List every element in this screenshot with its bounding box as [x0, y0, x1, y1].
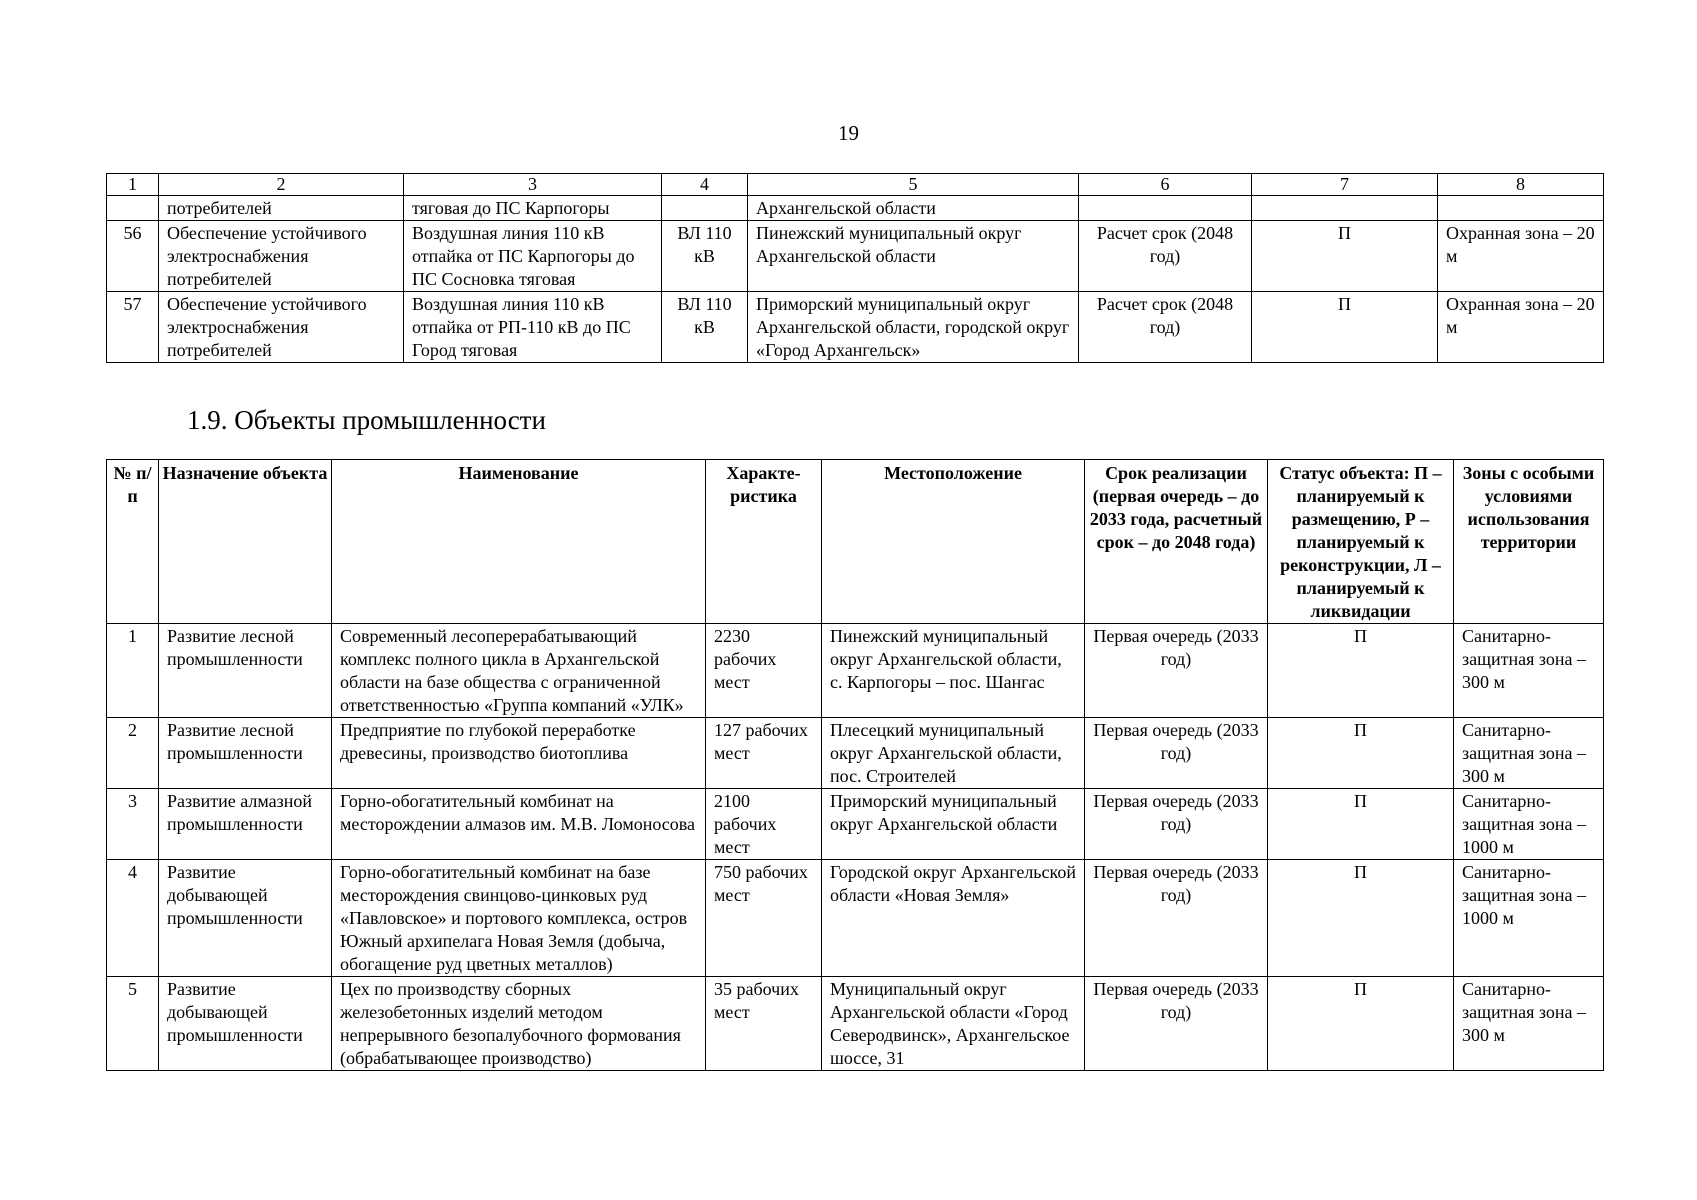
object-status: П	[1268, 789, 1454, 860]
object-name: Горно-обогатительный комбинат на месторождении алмазов им. М.В. Ломоносова	[332, 789, 706, 860]
special-zone: Санитарно-защитная зона – 300 м	[1454, 977, 1604, 1071]
column-number: 6	[1079, 174, 1252, 196]
column-number: 4	[662, 174, 748, 196]
table-row	[107, 196, 1604, 221]
table-row	[107, 221, 1604, 292]
object-name: Горно-обогатительный комбинат на базе месторождения свинцово-цинковых руд «Павловское» и портового комплекса, остров Южный архипелага Новая Земля (добыча, обогащение руд цветных металлов)	[332, 860, 706, 977]
section-title: 1.9. Объекты промышленности	[187, 405, 546, 435]
column-number: 8	[1438, 174, 1604, 196]
continued-table	[106, 173, 1604, 363]
table-row	[107, 718, 1604, 789]
object-status: П	[1268, 718, 1454, 789]
header-zone: Зоны с особыми условиями использования территории	[1454, 460, 1604, 624]
object-purpose: Обеспечение устойчивого электроснабжения потребителей	[159, 292, 404, 363]
column-number-row	[107, 174, 1604, 196]
object-location: Плесецкий муниципальный округ Архангельской области, пос. Строителей	[822, 718, 1085, 789]
object-characteristic: 750 рабочих мест	[706, 860, 822, 977]
object-characteristic: ВЛ 110 кВ	[662, 292, 748, 363]
object-characteristic: 2230 рабочих мест	[706, 624, 822, 718]
object-location: Городской округ Архангельской области «Новая Земля»	[822, 860, 1085, 977]
object-status: П	[1268, 624, 1454, 718]
column-number: 2	[159, 174, 404, 196]
object-name: Предприятие по глубокой переработке древесины, производство биотоплива	[332, 718, 706, 789]
page-number: 19	[838, 121, 859, 145]
table-row	[107, 977, 1604, 1071]
object-status: П	[1252, 221, 1438, 292]
special-zone: Санитарно-защитная зона – 300 м	[1454, 624, 1604, 718]
object-purpose: Развитие лесной промышленности	[159, 624, 332, 718]
implementation-term	[1079, 196, 1252, 221]
object-purpose: потребителей	[159, 196, 404, 221]
object-characteristic: 35 рабочих мест	[706, 977, 822, 1071]
object-location: Пинежский муниципальный округ Архангельской области, с. Карпогоры – пос. Шангас	[822, 624, 1085, 718]
row-number: 1	[107, 624, 159, 718]
object-status	[1252, 196, 1438, 221]
object-location: Муниципальный округ Архангельской области «Город Северодвинск», Архангельское шоссе, 31	[822, 977, 1085, 1071]
table-row	[107, 789, 1604, 860]
header-term: Срок реализации (первая очередь – до 2033 года, расчетный срок – до 2048 года)	[1085, 460, 1268, 624]
row-number: 56	[107, 221, 159, 292]
object-name: Воздушная линия 110 кВ отпайка от РП-110 кВ до ПС Город тяговая	[404, 292, 662, 363]
row-number: 57	[107, 292, 159, 363]
object-location: Приморский муниципальный округ Архангельской области	[822, 789, 1085, 860]
header-characteristic: Характе-ристика	[706, 460, 822, 624]
object-characteristic: 2100 рабочих мест	[706, 789, 822, 860]
column-number: 7	[1252, 174, 1438, 196]
table-row	[107, 860, 1604, 977]
row-number: 4	[107, 860, 159, 977]
header-number: № п/п	[107, 460, 159, 624]
column-number: 3	[404, 174, 662, 196]
row-number	[107, 196, 159, 221]
object-characteristic	[662, 196, 748, 221]
special-zone: Санитарно-защитная зона – 1000 м	[1454, 860, 1604, 977]
object-purpose: Развитие добывающей промышленности	[159, 860, 332, 977]
table-row	[107, 292, 1604, 363]
implementation-term: Первая очередь (2033 год)	[1085, 789, 1268, 860]
object-status: П	[1268, 977, 1454, 1071]
implementation-term: Первая очередь (2033 год)	[1085, 977, 1268, 1071]
object-characteristic: 127 рабочих мест	[706, 718, 822, 789]
column-number: 5	[748, 174, 1079, 196]
special-zone: Санитарно-защитная зона – 1000 м	[1454, 789, 1604, 860]
object-purpose: Развитие лесной промышленности	[159, 718, 332, 789]
column-number: 1	[107, 174, 159, 196]
object-location: Приморский муниципальный округ Архангельской области, городской округ «Город Архангельск»	[748, 292, 1079, 363]
object-name: Воздушная линия 110 кВ отпайка от ПС Карпогоры до ПС Сосновка тяговая	[404, 221, 662, 292]
object-name: Цех по производству сборных железобетонных изделий методом непрерывного безопалубочного формования (обрабатывающее производство)	[332, 977, 706, 1071]
special-zone: Охранная зона – 20 м	[1438, 292, 1604, 363]
implementation-term: Расчет срок (2048 год)	[1079, 292, 1252, 363]
object-name: тяговая до ПС Карпогоры	[404, 196, 662, 221]
object-status: П	[1268, 860, 1454, 977]
object-purpose: Развитие добывающей промышленности	[159, 977, 332, 1071]
object-name: Современный лесоперерабатывающий комплекс полного цикла в Архангельской области на базе общества с ограниченной ответственностью «Группа компаний «УЛК»	[332, 624, 706, 718]
implementation-term: Первая очередь (2033 год)	[1085, 624, 1268, 718]
object-purpose: Обеспечение устойчивого электроснабжения потребителей	[159, 221, 404, 292]
table-row	[107, 624, 1604, 718]
row-number: 2	[107, 718, 159, 789]
object-location: Пинежский муниципальный округ Архангельской области	[748, 221, 1079, 292]
row-number: 5	[107, 977, 159, 1071]
special-zone	[1438, 196, 1604, 221]
header-row	[107, 460, 1604, 624]
row-number: 3	[107, 789, 159, 860]
header-location: Местоположение	[822, 460, 1085, 624]
implementation-term: Первая очередь (2033 год)	[1085, 860, 1268, 977]
header-purpose: Назначение объекта	[159, 460, 332, 624]
industry-objects-table	[106, 459, 1604, 1071]
header-status: Статус объекта: П – планируемый к размещению, Р – планируемый к реконструкции, Л – планируемый к ликвидации	[1268, 460, 1454, 624]
object-characteristic: ВЛ 110 кВ	[662, 221, 748, 292]
header-name: Наименование	[332, 460, 706, 624]
implementation-term: Расчет срок (2048 год)	[1079, 221, 1252, 292]
object-status: П	[1252, 292, 1438, 363]
special-zone: Охранная зона – 20 м	[1438, 221, 1604, 292]
implementation-term: Первая очередь (2033 год)	[1085, 718, 1268, 789]
object-location: Архангельской области	[748, 196, 1079, 221]
special-zone: Санитарно-защитная зона – 300 м	[1454, 718, 1604, 789]
object-purpose: Развитие алмазной промышленности	[159, 789, 332, 860]
